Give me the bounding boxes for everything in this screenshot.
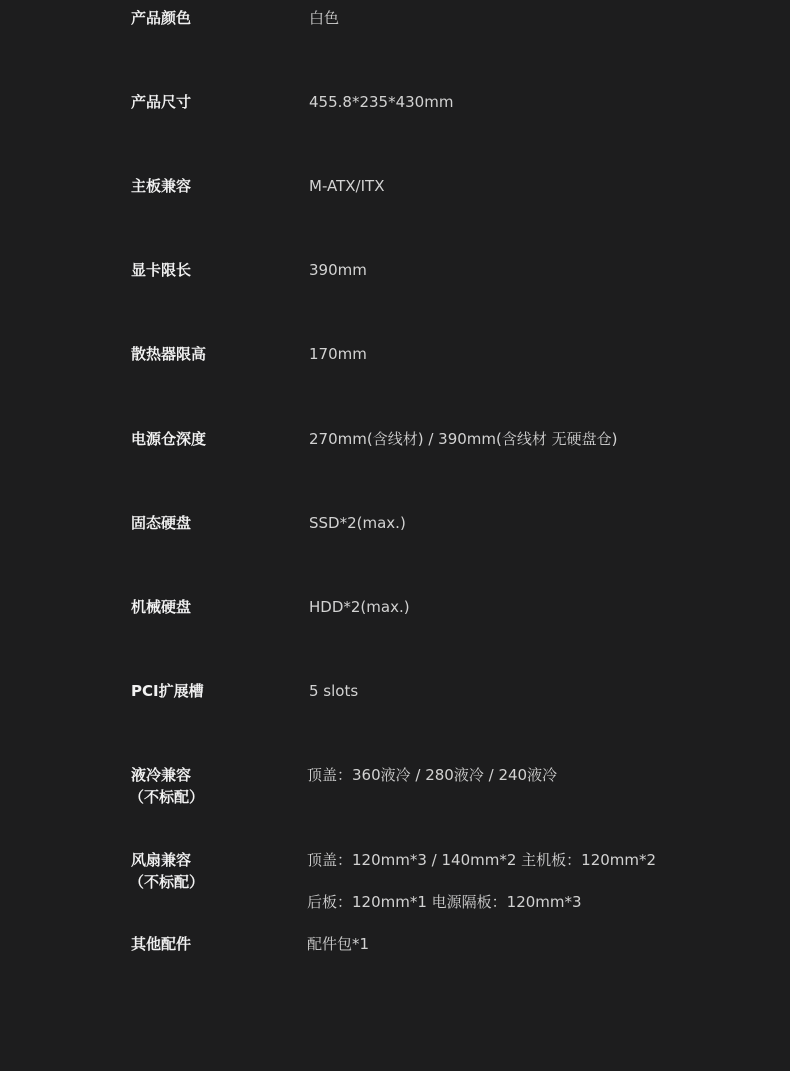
spec-label: 主板兼容	[131, 177, 192, 195]
spec-label: 液冷兼容	[131, 766, 192, 784]
spec-value: 170mm	[309, 345, 367, 363]
spec-label: 其他配件	[131, 935, 192, 953]
spec-label: 产品颜色	[131, 9, 192, 27]
spec-value: 390mm	[309, 261, 367, 279]
spec-value: SSD*2(max.)	[309, 514, 406, 532]
spec-sublabel: （不标配）	[129, 873, 205, 891]
spec-label: 产品尺寸	[131, 93, 192, 111]
spec-label: 电源仓深度	[131, 430, 207, 448]
spec-value-line2: 后板：120mm*1 电源隔板：120mm*3	[307, 893, 582, 911]
spec-label: 显卡限长	[131, 261, 192, 279]
spec-label: 散热器限高	[131, 345, 207, 363]
spec-value: 5 slots	[309, 682, 359, 700]
spec-value: 270mm(含线材) / 390mm(含线材 无硬盘仓)	[309, 430, 618, 448]
spec-label: 机械硬盘	[131, 598, 192, 616]
spec-label: PCI扩展槽	[131, 682, 204, 700]
spec-value: 顶盖：360液冷 / 280液冷 / 240液冷	[307, 766, 558, 784]
spec-value: 白色	[309, 9, 340, 27]
spec-label: 风扇兼容	[131, 851, 192, 869]
spec-value: M-ATX/ITX	[309, 177, 385, 195]
spec-label: 固态硬盘	[131, 514, 192, 532]
spec-value: 顶盖：120mm*3 / 140mm*2 主机板：120mm*2	[307, 851, 657, 869]
spec-value: 455.8*235*430mm	[309, 93, 454, 111]
spec-sublabel: （不标配）	[129, 788, 205, 806]
spec-value: HDD*2(max.)	[309, 598, 410, 616]
spec-value: 配件包*1	[307, 935, 370, 953]
